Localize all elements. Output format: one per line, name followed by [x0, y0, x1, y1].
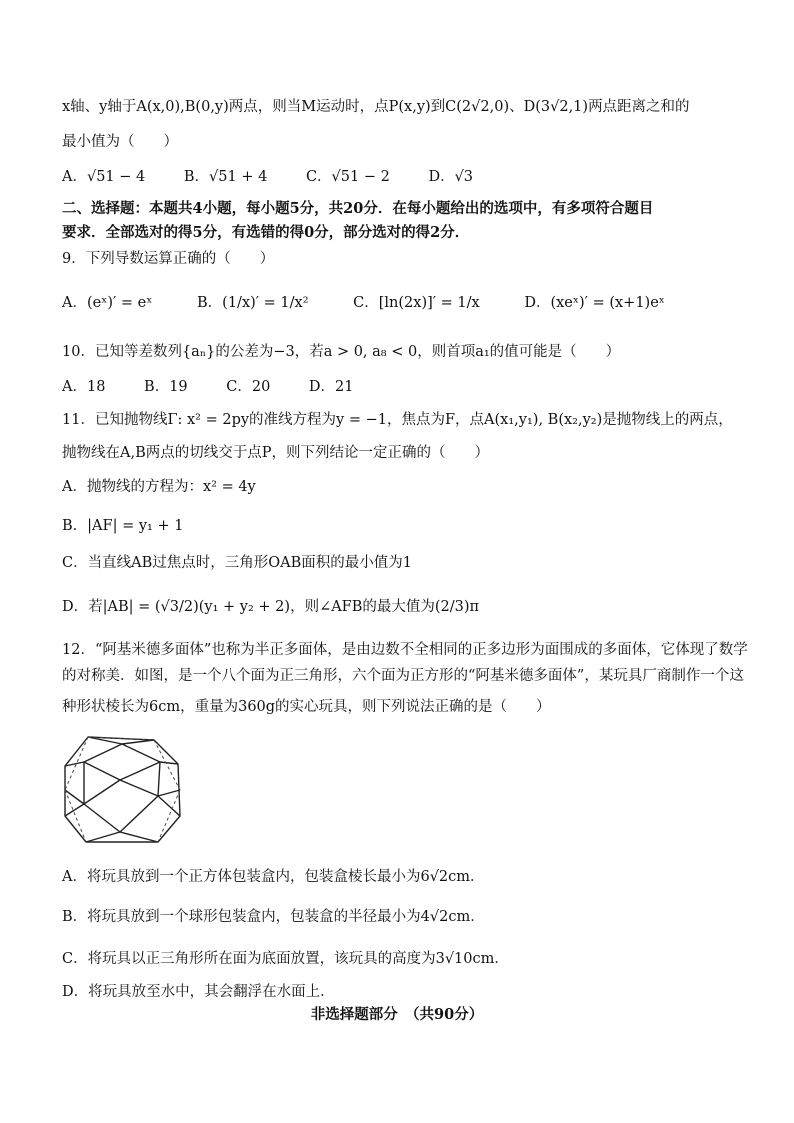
q9-option-b: B．(1/x)′ = 1/x² — [197, 295, 309, 311]
q12-line-1: 12．“阿基米德多面体”也称为半正多面体，是由边数不全相同的正多边形为面围成的多面体，它体现了数学 — [62, 642, 748, 658]
q8-option-c: C．√51 − 2 — [305, 169, 390, 185]
q11-option-b: B．|AF| = y₁ + 1 — [62, 518, 184, 534]
q11-option-c: C．当直线AB过焦点时，三角形OAB面积的最小值为1 — [62, 555, 412, 571]
q11-option-a: A．抛物线的方程为：x² = 4y — [62, 479, 256, 495]
q9-options — [62, 292, 742, 314]
cuboctahedron-figure — [62, 734, 184, 846]
q11-line-2: 抛物线在A,B两点的切线交于点P，则下列结论一定正确的（ ） — [62, 445, 489, 461]
q9-stem: 9．下列导数运算正确的（ ） — [62, 251, 275, 267]
q8-line-1: x轴、y轴于A(x,0),B(0,y)两点，则当M运动时，点P(x,y)到C(2√2,0)、D(3√2,1)两点距离之和的 — [62, 99, 690, 115]
non-choice-section-title: 非选择题部分 （共90分） — [310, 1006, 484, 1023]
q8-option-d: D．√3 — [428, 169, 474, 185]
q10-option-d: D．21 — [308, 379, 354, 395]
q9-option-d: D．(xeˣ)′ = (x+1)eˣ — [524, 295, 665, 311]
q9-option-c: C．[ln(2x)]′ = 1/x — [353, 295, 480, 311]
q10-option-c: C．20 — [226, 379, 271, 395]
q9-option-a: A．(eˣ)′ = eˣ — [62, 295, 153, 311]
q11-line-1: 11．已知抛物线Γ: x² = 2py的准线方程为y = −1，焦点为F，点A(x₁,y₁), B(x₂,y₂)是抛物线上的两点， — [62, 412, 733, 428]
q10-option-b: B．19 — [144, 379, 188, 395]
q12-line-3: 种形状棱长为6cm，重量为360g的实心玩具，则下列说法正确的是（ ） — [62, 699, 551, 715]
q10-stem: 10．已知等差数列{aₙ}的公差为−3，若a > 0, a₈ < 0，则首项a₁的值可能是（ ） — [62, 344, 621, 360]
q12-option-c: C．将玩具以正三角形所在面为底面放置，该玩具的高度为3√10cm． — [62, 951, 509, 967]
q8-option-a: A．√51 − 4 — [62, 169, 146, 185]
q12-line-2: 的对称美．如图，是一个八个面为正三角形，六个面为正方形的“阿基米德多面体”，某玩具厂商制作一个这 — [62, 668, 744, 684]
q12-option-a: A．将玩具放到一个正方体包装盒内，包装盒棱长最小为6√2cm． — [62, 869, 485, 885]
section-2-heading-line-1: 二、选择题：本题共4小题，每小题5分，共20分．在每小题给出的选项中，有多项符合题目 — [62, 200, 654, 217]
q8-options — [62, 166, 742, 188]
q12-option-d: D．将玩具放至水中，其会翻浮在水面上． — [62, 984, 335, 1000]
q8-line-2: 最小值为（ ） — [62, 134, 178, 150]
q12-option-b: B．将玩具放到一个球形包装盒内，包装盒的半径最小为4√2cm． — [62, 909, 485, 925]
q10-options — [62, 376, 742, 398]
q11-option-d: D．若|AB| = (√3/2)(y₁ + y₂ + 2)，则∠AFB的最大值为(2/3)π — [62, 599, 480, 615]
section-2-heading-line-2: 要求．全部选对的得5分，有选错的得0分，部分选对的得2分． — [62, 224, 470, 241]
q10-option-a: A．18 — [62, 379, 106, 395]
q8-option-b: B．√51 + 4 — [183, 169, 268, 185]
